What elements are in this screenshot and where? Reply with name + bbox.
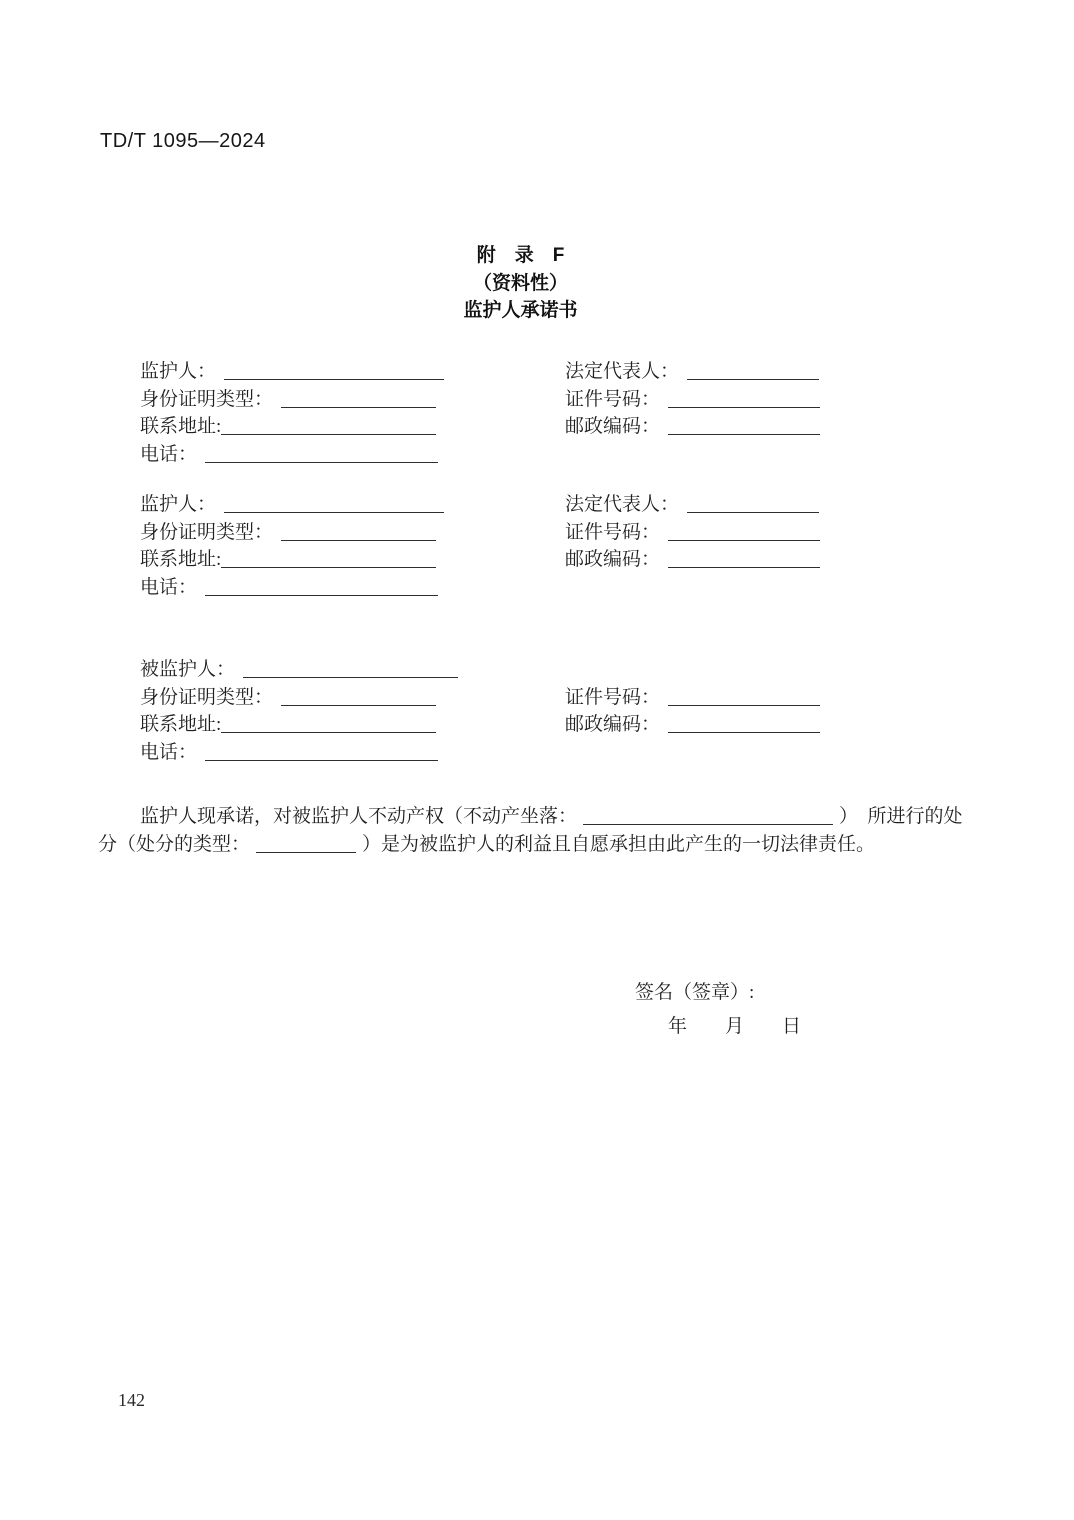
form-row xyxy=(140,358,960,386)
appendix-title-block xyxy=(98,242,943,325)
appendix-type-note: （资料性） xyxy=(472,272,568,294)
form-row xyxy=(140,491,960,519)
phone-label: 电话： xyxy=(140,443,198,465)
phone-blank-line xyxy=(205,462,438,463)
guardian-blank-line xyxy=(224,512,444,513)
id-type-label: 身份证明类型： xyxy=(140,388,274,410)
id-type-blank-line xyxy=(281,407,436,408)
form-row xyxy=(140,546,960,574)
guardian-label: 监护人： xyxy=(140,494,217,515)
phone-label: 电话： xyxy=(140,741,198,763)
date-line: 年 月 日 xyxy=(668,1016,802,1037)
guardian-2-block xyxy=(140,491,960,601)
postal-code-label: 邮政编码： xyxy=(565,416,661,437)
id-number-label: 证件号码： xyxy=(565,388,661,410)
legal-rep-label: 法定代表人： xyxy=(565,494,680,515)
id-number-blank-line xyxy=(668,540,820,541)
postal-code-label: 邮政编码： xyxy=(565,714,661,735)
ward-label: 被监护人： xyxy=(140,659,236,680)
id-number-blank-line xyxy=(668,407,820,408)
id-number-label: 证件号码： xyxy=(565,521,661,543)
legal-rep-label: 法定代表人： xyxy=(565,361,680,382)
legal-rep-blank-line xyxy=(687,379,819,380)
postal-code-blank-line xyxy=(668,434,820,435)
form-row xyxy=(140,684,960,712)
address-blank-line xyxy=(221,732,436,733)
statement-line-2 xyxy=(98,831,978,859)
postal-code-blank-line xyxy=(668,732,820,733)
postal-code-blank-line xyxy=(668,567,820,568)
address-label: 联系地址: xyxy=(140,416,222,437)
id-number-blank-line xyxy=(668,705,820,706)
form-row xyxy=(140,711,960,739)
form-title: 监护人承诺书 xyxy=(463,300,578,321)
commitment-statement xyxy=(98,803,978,859)
form-row xyxy=(140,386,960,414)
ward-blank-line xyxy=(243,677,458,678)
form-row xyxy=(140,413,960,441)
guardian-1-block xyxy=(140,358,960,468)
statement-text: 分（处分的类型： xyxy=(98,834,251,855)
disposal-type-blank-line xyxy=(256,852,356,853)
page-number: 142 xyxy=(118,1390,145,1410)
appendix-heading: 附 录 F xyxy=(476,245,565,266)
signature-label: 签名（签章）: xyxy=(635,982,755,1003)
id-number-label: 证件号码： xyxy=(565,686,661,708)
id-type-label: 身份证明类型： xyxy=(140,686,274,708)
ward-block xyxy=(140,656,960,766)
phone-label: 电话： xyxy=(140,576,198,598)
address-blank-line xyxy=(221,567,436,568)
phone-blank-line xyxy=(205,595,438,596)
id-type-blank-line xyxy=(281,540,436,541)
form-row xyxy=(140,441,960,469)
form-row xyxy=(140,656,960,684)
guardian-blank-line xyxy=(224,379,444,380)
address-blank-line xyxy=(221,434,436,435)
legal-rep-blank-line xyxy=(687,512,819,513)
id-type-blank-line xyxy=(281,705,436,706)
property-location-blank-line xyxy=(583,824,833,825)
statement-text: 监护人现承诺，对被监护人不动产权（不动产坐落： xyxy=(140,806,578,827)
postal-code-label: 邮政编码： xyxy=(565,549,661,570)
statement-text: ） 所进行的处 xyxy=(839,806,963,827)
id-type-label: 身份证明类型： xyxy=(140,521,274,543)
guardian-label: 监护人： xyxy=(140,361,217,382)
address-label: 联系地址: xyxy=(140,714,222,735)
statement-text: ）是为被监护人的利益且自愿承担由此产生的一切法律责任。 xyxy=(362,834,876,855)
form-row xyxy=(140,739,960,767)
phone-blank-line xyxy=(205,760,438,761)
form-row xyxy=(140,519,960,547)
statement-line-1 xyxy=(98,803,978,831)
form-row xyxy=(140,574,960,602)
address-label: 联系地址: xyxy=(140,549,222,570)
standard-number: TD/T 1095—2024 xyxy=(100,130,266,152)
